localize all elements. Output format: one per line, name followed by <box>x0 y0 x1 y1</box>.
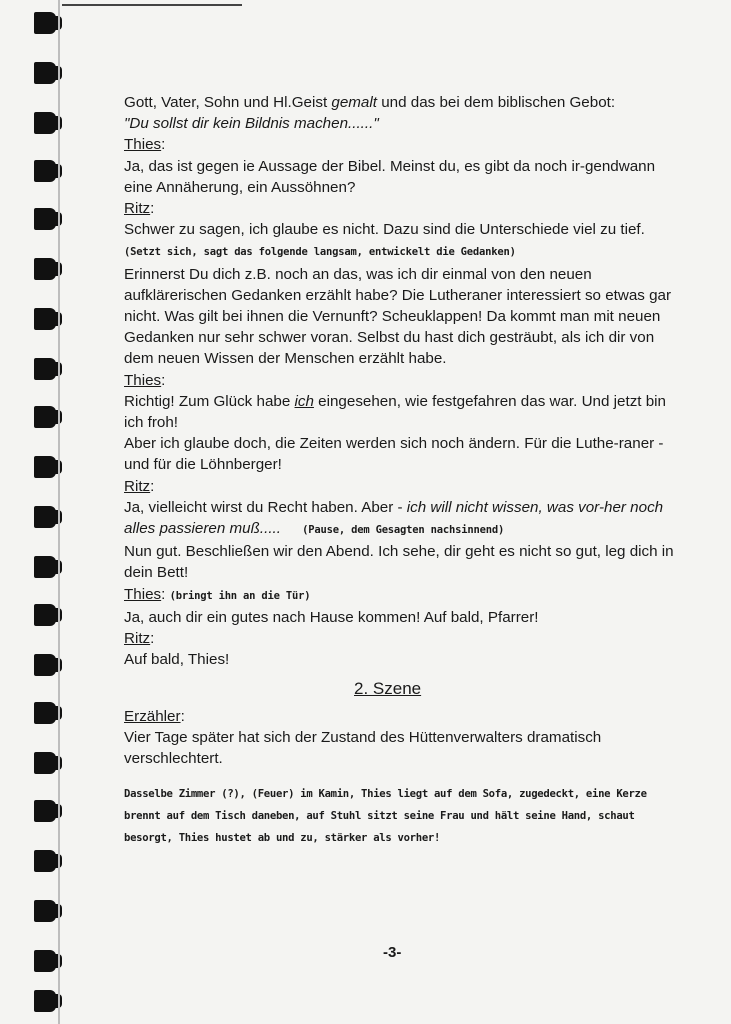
speaker-line: Thies: (bringt ihn an die Tür) <box>124 585 311 603</box>
stage-direction: (bringt ihn an die Tür) <box>169 589 311 602</box>
binding-ring <box>34 112 56 134</box>
binding-ring <box>34 604 56 626</box>
binding-ring <box>34 456 56 478</box>
top-rule <box>62 4 242 6</box>
binding-ring <box>34 702 56 724</box>
binding-ring <box>34 506 56 528</box>
speaker-line: Ritz: <box>124 477 155 495</box>
binding-ring <box>34 258 56 280</box>
dialogue-text: Schwer zu sagen, ich glaube es nicht. Dazu sind die Unterschiede viel zu tief. (Setzt sich, sagt das folgende langsam, entwickelt die Gedanken) <box>124 221 645 259</box>
speaker-line: Thies: <box>124 136 166 154</box>
binding-ring <box>34 654 56 676</box>
speaker-ritz: Ritz <box>124 200 151 218</box>
binding-ring <box>34 850 56 872</box>
binding-ring <box>34 358 56 380</box>
dialogue-text: Aber ich glaube doch, die Zeiten werden sich noch ändern. Für die Luthe-raner - und für die Löhnberger! <box>124 435 664 474</box>
dialogue-text: Ja, auch dir ein gutes nach Hause kommen! Auf bald, Pfarrer! <box>124 608 539 626</box>
binding-ring <box>34 990 56 1012</box>
binding-ring <box>34 62 56 84</box>
binding-ring <box>34 752 56 774</box>
spiral-binding <box>0 0 62 1024</box>
binding-ring <box>34 12 56 34</box>
speaker-narrator: Erzähler <box>124 707 181 725</box>
binding-ring <box>34 950 56 972</box>
page-number: -3- <box>383 944 402 961</box>
dialogue-text: Nun gut. Beschließen wir den Abend. Ich sehe, dir geht es nicht so gut, leg dich in dein Bett! <box>124 543 674 582</box>
page-edge <box>58 0 60 1024</box>
stage-direction: (Pause, dem Gesagten nachsinnend) <box>302 524 505 537</box>
binding-ring <box>34 208 56 230</box>
speaker-line: Ritz: <box>124 630 155 648</box>
binding-ring <box>34 900 56 922</box>
binding-ring <box>34 308 56 330</box>
stage-direction: (Setzt sich, sagt das folgende langsam, entwickelt die Gedanken) <box>124 246 516 259</box>
narration-text: Vier Tage später hat sich der Zustand des Hüttenverwalters dramatisch verschlechtert. <box>124 728 602 768</box>
binding-ring <box>34 160 56 182</box>
stage-direction-block: Dasselbe Zimmer (?), (Feuer) im Kamin, Thies liegt auf dem Sofa, zugedeckt, eine Kerze brennt auf dem Tisch daneben, auf Stuhl sitzt seine Frau und hält seine Hand, schaut besorgt, Thies hustet ab und zu, stärker als vorher! <box>124 788 647 845</box>
speaker-ritz: Ritz <box>124 630 151 648</box>
speaker-line: Erzähler: <box>124 707 185 725</box>
speaker-line: Thies: <box>124 371 166 389</box>
speaker-thies: Thies <box>124 136 162 154</box>
speaker-line: Ritz: <box>124 200 155 218</box>
binding-ring <box>34 556 56 578</box>
speaker-thies: Thies <box>124 585 162 603</box>
dialogue-text: Auf bald, Thies! <box>124 651 230 669</box>
script-text <box>124 92 684 849</box>
dialogue-text: Erinnerst Du dich z.B. noch an das, was ich dir einmal von den neuen aufklärerischen Gedanken erzählt habe? Die Lutheraner interessiert so etwas gar nicht. Was gilt bei ihnen die Vernunft? Scheuklappen! Da kommt man mit neuen Gedanken nur sehr schwer voran. Selbst du hast dich gesträubt, als ich dir von dem neuen Wissen der Menschen erzählt habe. <box>124 265 672 368</box>
dialogue-text: Ja, vielleicht wirst du Recht haben. Aber - ich will nicht wissen, was vor-her noch alles passieren muß..... (Pause, dem Gesagten nachsinnend) <box>124 498 664 538</box>
speaker-thies: Thies <box>124 371 162 389</box>
text-line: Gott, Vater, Sohn und Hl.Geist gemalt und das bei dem biblischen Gebot: <box>124 94 616 111</box>
speaker-ritz: Ritz <box>124 477 151 495</box>
binding-ring <box>34 800 56 822</box>
scene-title: 2. Szene <box>354 679 422 699</box>
binding-ring <box>34 406 56 428</box>
quote-line: "Du sollst dir kein Bildnis machen......" <box>124 115 379 133</box>
dialogue-text: Ja, das ist gegen ie Aussage der Bibel. Meinst du, es gibt da noch ir-gendwann eine Annäherung, ein Aussöhnen? <box>124 157 656 196</box>
dialogue-text: Richtig! Zum Glück habe ich eingesehen, wie festgefahren das war. Und jetzt bin ich froh! <box>124 392 667 432</box>
